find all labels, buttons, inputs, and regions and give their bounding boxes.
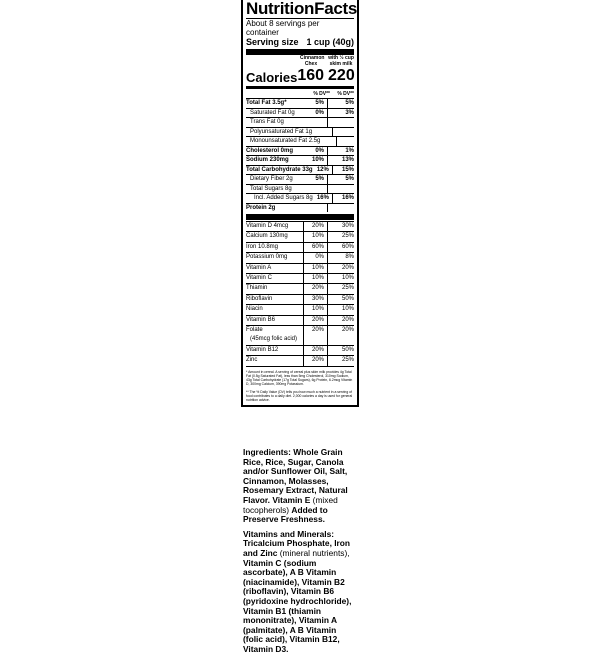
vitamin-dv-col1: 10% bbox=[303, 305, 327, 314]
serving-size-value: 1 cup (40g) bbox=[306, 37, 354, 47]
nutrient-name: Dietary Fiber 2g bbox=[250, 176, 293, 182]
vitamin-dv-col1: 20% bbox=[303, 222, 327, 231]
nutrient-dv-col1: 0% bbox=[315, 109, 324, 116]
nutrient-dv-col1: 5% bbox=[315, 176, 324, 182]
nutrient-dv-col1: 12% bbox=[316, 166, 329, 173]
vitamin-name: Folate bbox=[246, 327, 263, 334]
nutrient-table bbox=[246, 98, 354, 212]
dv-header-col2: % DV** bbox=[337, 91, 354, 97]
nutrient-name: Total Carbohydrate 33g bbox=[246, 166, 313, 173]
nutrient-name: Saturated Fat 0g bbox=[250, 109, 295, 116]
nutrient-row bbox=[246, 127, 354, 137]
nutrient-name: Sodium 230mg bbox=[246, 157, 289, 163]
vitamin-row bbox=[246, 345, 354, 355]
vitamin-dv-col2: 50% bbox=[327, 346, 354, 355]
vitamin-name: Potassium 0mg bbox=[246, 254, 288, 261]
vitamin-row bbox=[246, 252, 354, 262]
vitamin-name: Vitamin D 4mcg bbox=[246, 223, 289, 229]
nutrient-dv-col2 bbox=[327, 204, 354, 213]
vitamin-dv-col2: 8% bbox=[327, 253, 354, 262]
vitamin-row bbox=[246, 283, 354, 293]
nutrient-dv-col2 bbox=[336, 137, 354, 146]
footnote-1: * Amount in cereal. A serving of cereal plus skim milk provides 4g Total Fat (0.5g Saturated Fat), less than 5mg Cholesterol, 310mg Sodium, 43g Total Carbohydrate (17g Total Sugars), 6g Protein, 6.2mcg Vitamin D, 300mg Calcium, 390mg Potassium. bbox=[246, 369, 353, 387]
vitamin-name: Iron 10.8mg bbox=[246, 243, 279, 250]
servings-per-container: About 8 servings per container bbox=[246, 19, 320, 37]
calories-label: Calories bbox=[246, 70, 298, 85]
vm-note: (mineral nutrients), bbox=[279, 547, 350, 558]
nutrient-name: Monounsaturated Fat 2.5g bbox=[250, 138, 321, 144]
vitamin-dv-col1 bbox=[303, 335, 327, 344]
vitamins-minerals-text bbox=[243, 530, 358, 655]
vitamin-name: Riboflavin bbox=[246, 295, 273, 302]
nutrient-name: Polyunsaturated Fat 1g bbox=[250, 128, 313, 135]
nutrient-dv-col2 bbox=[332, 128, 354, 137]
vitamin-dv-col2: 30% bbox=[327, 222, 354, 231]
vitamin-dv-col1: 10% bbox=[303, 264, 327, 273]
vitamin-dv-col2: 10% bbox=[327, 274, 354, 283]
vitamin-name: Vitamin B12 bbox=[246, 346, 279, 353]
calories-col2: 220 bbox=[328, 67, 355, 84]
nutrient-dv-col1 bbox=[320, 137, 336, 146]
nutrient-dv-col1 bbox=[312, 128, 332, 137]
nutrient-dv-col2: 5% bbox=[327, 99, 354, 108]
vitamin-row bbox=[246, 325, 354, 335]
vitamin-row bbox=[246, 304, 354, 314]
nutrient-dv-col1: 5% bbox=[315, 100, 324, 106]
calories-row bbox=[246, 67, 354, 85]
vitamin-name: Vitamin C bbox=[246, 275, 272, 282]
title-right: Facts bbox=[314, 0, 358, 18]
vitamin-name: Calcium 130mg bbox=[246, 233, 288, 240]
vitamin-row bbox=[246, 315, 354, 325]
vitamin-dv-col2: 25% bbox=[327, 356, 354, 365]
serving-size-label: Serving size bbox=[246, 37, 299, 47]
vitamin-dv-col1: 0% bbox=[303, 253, 327, 262]
calories-col1: 160 bbox=[297, 67, 325, 84]
vitamin-name: Zinc bbox=[246, 357, 258, 364]
nutrient-row bbox=[246, 174, 354, 184]
nutrient-name: Protein 2g bbox=[246, 204, 276, 211]
vitamin-table bbox=[246, 221, 354, 366]
nutrient-name: Total Sugars 8g bbox=[250, 185, 292, 192]
vitamin-dv-col2: 25% bbox=[327, 284, 354, 293]
nutrient-row bbox=[246, 98, 354, 108]
title-left: Nutrition bbox=[246, 0, 315, 18]
vitamin-row bbox=[246, 273, 354, 283]
vitamin-row bbox=[246, 263, 354, 273]
nutrition-facts-panel bbox=[241, 0, 359, 407]
nutrient-dv-col1: 16% bbox=[316, 195, 329, 201]
vitamin-name: Thiamin bbox=[246, 285, 268, 292]
nutrient-dv-col1: 10% bbox=[311, 157, 324, 163]
vitamin-dv-col1: 60% bbox=[303, 243, 327, 252]
nutrient-row bbox=[246, 203, 354, 213]
vitamin-dv-col1: 20% bbox=[303, 316, 327, 325]
vitamin-row bbox=[246, 221, 354, 231]
vitamin-row bbox=[246, 242, 354, 252]
vitamin-row bbox=[246, 294, 354, 304]
vitamin-name: Vitamin A bbox=[246, 264, 272, 271]
nutrient-row bbox=[246, 117, 354, 127]
nutrient-dv-col2: 13% bbox=[327, 156, 354, 165]
nutrient-row bbox=[246, 184, 354, 194]
nutrient-dv-col1 bbox=[304, 118, 327, 127]
vm-bold: Vitamins and Minerals: Tricalcium Phosphate, Iron and Zinc bbox=[243, 528, 351, 558]
ingredients-tail: Added to Preserve Freshness. bbox=[243, 504, 328, 525]
nutrient-row bbox=[246, 155, 354, 165]
vitamin-dv-col2: 20% bbox=[327, 316, 354, 325]
vitamin-dv-col1: 20% bbox=[303, 326, 327, 335]
vitamin-dv-col1: 30% bbox=[303, 295, 327, 304]
vitamin-row bbox=[246, 335, 354, 344]
vitamin-dv-col2: 25% bbox=[327, 232, 354, 241]
thick-divider-2 bbox=[246, 214, 354, 220]
nutrient-dv-col1: 0% bbox=[315, 147, 324, 154]
col1-header: Cinnamon Chex bbox=[300, 55, 325, 67]
vitamin-dv-col2 bbox=[327, 335, 354, 344]
vitamin-dv-col2: 60% bbox=[327, 243, 354, 252]
nutrient-dv-col2: 5% bbox=[327, 175, 354, 184]
nutrient-dv-col2 bbox=[327, 118, 354, 127]
vitamin-row bbox=[246, 355, 354, 365]
vitamin-dv-col1: 20% bbox=[303, 356, 327, 365]
footnote-2: ** The % Daily Value (DV) tells you how much a nutrient in a serving of food contributes to a daily diet. 2,000 calories a day is used for general nutrition advice. bbox=[246, 389, 353, 402]
serving-size-row bbox=[246, 37, 354, 47]
nutrient-dv-col2: 16% bbox=[332, 194, 354, 203]
ingredients-note: (mixed tocopherols) bbox=[243, 494, 338, 515]
vitamin-dv-col1: 20% bbox=[303, 346, 327, 355]
vitamin-dv-col1: 10% bbox=[303, 274, 327, 283]
vitamin-dv-col2: 20% bbox=[327, 326, 354, 335]
nutrient-row bbox=[246, 136, 354, 146]
dv-header-row bbox=[246, 90, 354, 98]
nutrient-name: Incl. Added Sugars 8g bbox=[254, 195, 313, 201]
nutrient-dv-col2 bbox=[327, 185, 354, 194]
vitamin-dv-col2: 20% bbox=[327, 264, 354, 273]
column-headers bbox=[246, 56, 354, 67]
ingredients-text bbox=[243, 448, 358, 525]
ingredients-bold: Ingredients: Whole Grain Rice, Rice, Sugar, Canola and/or Sunflower Oil, Salt, Cinnamon, Molasses, Rosemary Extract, Natural Flavor. Vitamin E bbox=[243, 447, 348, 505]
col2-header: with ½ cup skim milk bbox=[328, 55, 354, 67]
ingredients-block bbox=[243, 448, 358, 659]
nutrient-dv-col2: 1% bbox=[327, 147, 354, 156]
nutrient-row bbox=[246, 165, 354, 175]
nutrient-dv-col2: 15% bbox=[332, 166, 354, 175]
vitamin-row bbox=[246, 231, 354, 241]
dv-header-col1: % DV** bbox=[313, 91, 330, 97]
nutrient-name: Total Fat 3.5g* bbox=[246, 100, 287, 106]
vitamin-name: Vitamin B6 bbox=[246, 316, 275, 323]
vitamin-name: Niacin bbox=[246, 306, 263, 313]
label-title bbox=[246, 0, 358, 18]
nutrient-name: Cholesterol 0mg bbox=[246, 147, 294, 154]
nutrient-row bbox=[246, 108, 354, 118]
vitamin-dv-col1: 10% bbox=[303, 232, 327, 241]
vitamin-dv-col1: 20% bbox=[303, 284, 327, 293]
nutrient-name: Trans Fat 0g bbox=[250, 119, 284, 125]
nutrient-dv-col2: 3% bbox=[327, 109, 354, 118]
vitamin-name: (45mcg folic acid) bbox=[250, 336, 298, 343]
mid-divider bbox=[246, 86, 354, 89]
vm-tail: Vitamin C (sodium ascorbate), A B Vitamin (niacinamide), Vitamin B2 (riboflavin), Vitamin B6 (pyridoxine hydrochloride), Vitamin B1 (thiamin mononitrate), Vitamin A (palmitate), A B Vitamin (folic acid), Vitamin B12, Vitamin D3. bbox=[243, 557, 352, 654]
nutrient-dv-col1 bbox=[304, 185, 327, 194]
nutrient-dv-col1 bbox=[304, 204, 327, 213]
vitamin-dv-col2: 10% bbox=[327, 305, 354, 314]
nutrient-row bbox=[246, 193, 354, 203]
vitamin-dv-col2: 50% bbox=[327, 295, 354, 304]
nutrient-row bbox=[246, 146, 354, 156]
